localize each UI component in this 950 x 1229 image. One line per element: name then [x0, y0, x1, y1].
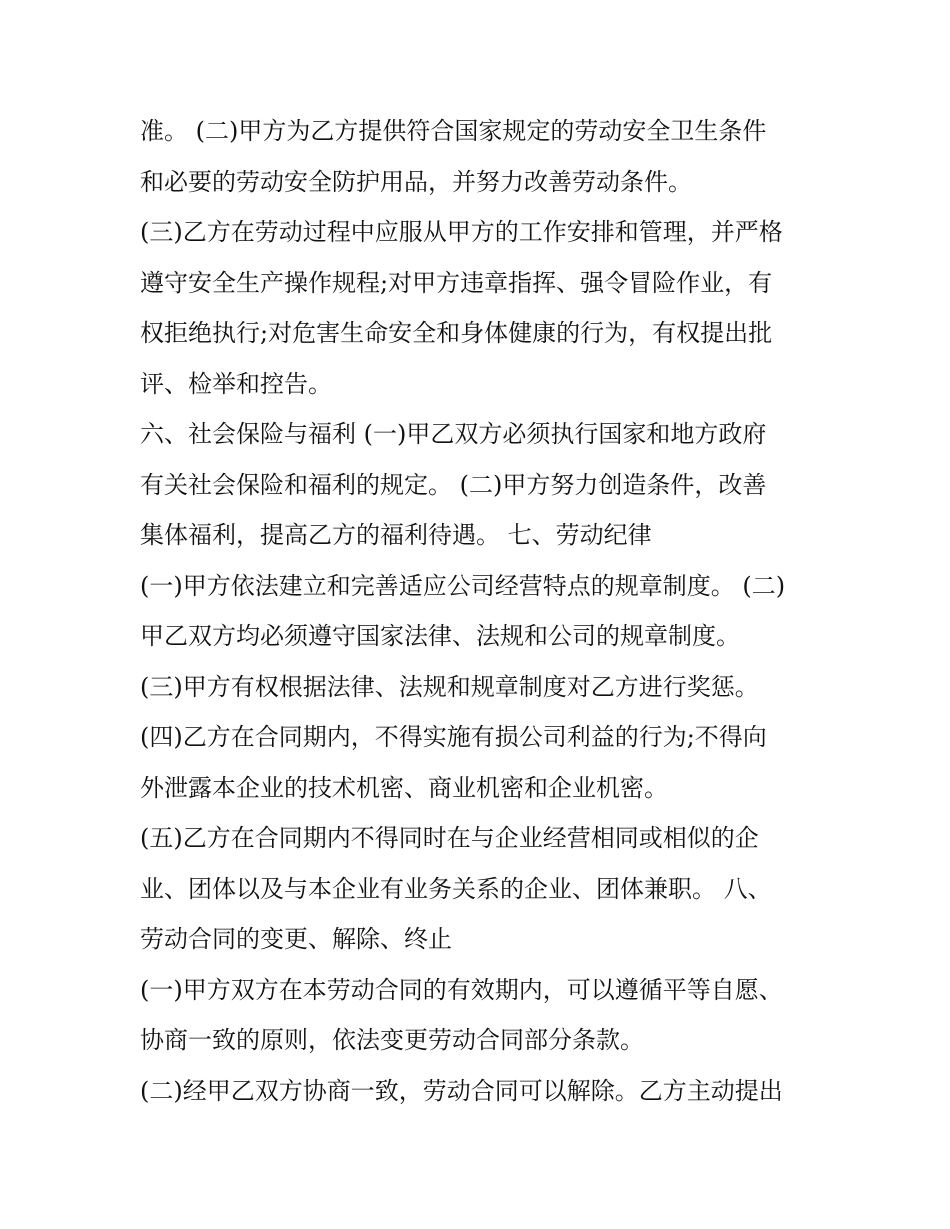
text-line: 权拒绝执行;对危害生命安全和身体健康的行为，有权提出批	[140, 319, 773, 347]
text-line: 外泄露本企业的技术机密、商业机密和企业机密。	[140, 773, 668, 802]
text-line: 评、检举和控告。	[140, 369, 332, 398]
text-line: (三)甲方有权根据法律、法规和规章制度对乙方进行奖惩。	[140, 672, 759, 701]
text-line: 业、团体以及与本企业有业务关系的企业、团体兼职。 八、	[140, 874, 772, 903]
text-line: (四)乙方在合同期内，不得实施有损公司利益的行为;不得向	[140, 723, 767, 751]
document-body	[140, 106, 820, 1116]
text-line: 遵守安全生产操作规程;对甲方违章指挥、强令冒险作业，有	[140, 268, 773, 297]
text-line: 有关社会保险和福利的规定。 (二)甲方努力创造条件，改善	[140, 470, 767, 499]
text-line: (一)甲方双方在本劳动合同的有效期内，可以遵循平等自愿、	[140, 975, 783, 1004]
text-line: (二)经甲乙双方协商一致，劳动合同可以解除。乙方主动提出	[140, 1076, 783, 1105]
text-line: (一)甲方依法建立和完善适应公司经营特点的规章制度。 (二)	[140, 571, 786, 600]
text-line: 和必要的劳动安全防护用品，并努力改善劳动条件。	[140, 167, 692, 196]
text-line: (三)乙方在劳动过程中应服从甲方的工作安排和管理，并严格	[140, 218, 783, 246]
text-line: 劳动合同的变更、解除、终止	[140, 925, 452, 953]
text-line: 六、社会保险与福利 (一)甲乙双方必须执行国家和地方政府	[140, 420, 767, 448]
text-line: 集体福利，提高乙方的福利待遇。 七、劳动纪律	[140, 521, 652, 549]
text-line: 准。 (二)甲方为乙方提供符合国家规定的劳动安全卫生条件	[140, 117, 767, 145]
text-line: 协商一致的原则，依法变更劳动合同部分条款。	[140, 1026, 644, 1054]
text-line: (五)乙方在合同期内不得同时在与企业经营相同或相似的企	[140, 824, 759, 852]
text-line: 甲乙双方均必须遵守国家法律、法规和公司的规章制度。	[140, 622, 740, 650]
